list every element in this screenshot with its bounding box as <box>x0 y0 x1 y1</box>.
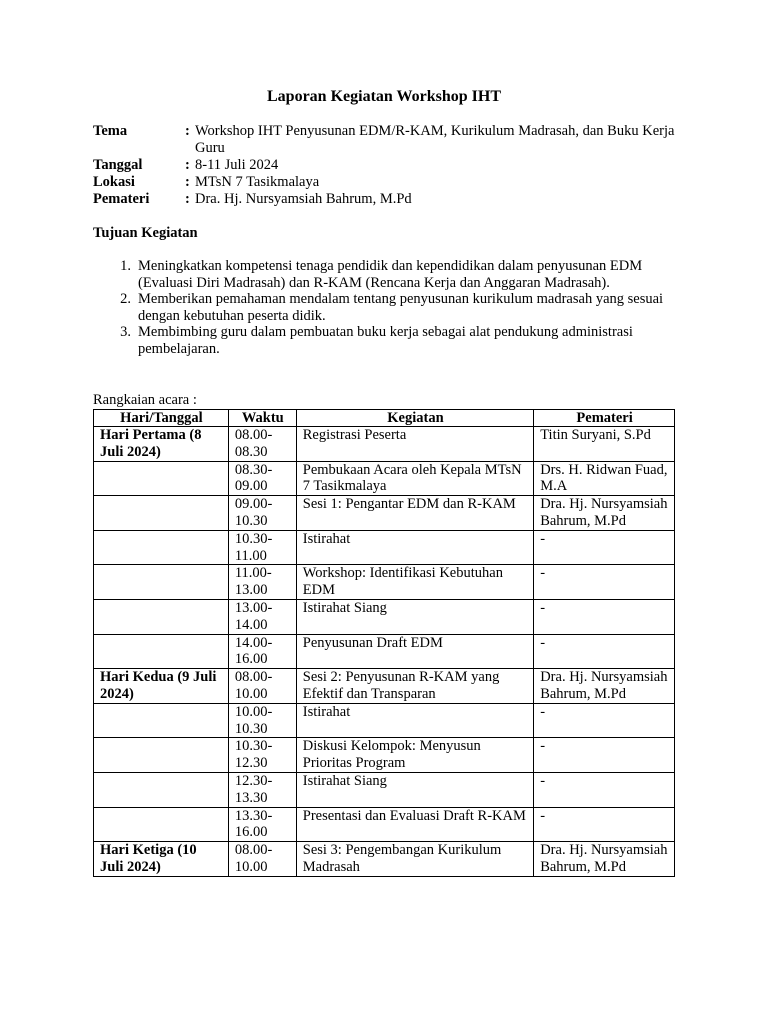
table-row <box>94 461 675 496</box>
table-cell-day <box>94 634 229 669</box>
table-cell-activity: Presentasi dan Evaluasi Draft R-KAM <box>296 807 533 842</box>
table-cell-day <box>94 807 229 842</box>
table-cell-day <box>94 738 229 773</box>
table-cell-activity: Sesi 2: Penyusunan R-KAM yang Efektif dan Transparan <box>296 669 533 704</box>
schedule-label: Rangkaian acara : <box>93 392 197 408</box>
table-cell-speaker: - <box>534 738 675 773</box>
list-number: 1. <box>120 258 131 274</box>
table-cell-day <box>94 461 229 496</box>
report-metadata <box>93 123 683 208</box>
table-cell-speaker: - <box>534 599 675 634</box>
table-cell-time: 08.00-10.00 <box>228 842 296 877</box>
table-cell-speaker: - <box>534 703 675 738</box>
column-header-day: Hari/Tanggal <box>94 410 229 427</box>
table-cell-activity: Penyusunan Draft EDM <box>296 634 533 669</box>
meta-row-pemateri <box>93 191 683 208</box>
table-row <box>94 565 675 600</box>
table-row <box>94 530 675 565</box>
table-cell-time: 10.30-11.00 <box>228 530 296 565</box>
table-cell-speaker: Dra. Hj. Nursyamsiah Bahrum, M.Pd <box>534 669 675 704</box>
table-cell-day <box>94 772 229 807</box>
table-cell-activity: Pembukaan Acara oleh Kepala MTsN 7 Tasikmalaya <box>296 461 533 496</box>
table-row <box>94 496 675 531</box>
table-cell-time: 09.00-10.30 <box>228 496 296 531</box>
meta-row-tema <box>93 123 683 157</box>
meta-colon: : <box>185 191 190 207</box>
list-item <box>93 258 683 291</box>
column-header-activity: Kegiatan <box>296 410 533 427</box>
meta-label: Pemateri <box>93 191 150 207</box>
table-cell-day <box>94 703 229 738</box>
meta-row-tanggal <box>93 157 683 174</box>
table-cell-time: 12.30-13.30 <box>228 772 296 807</box>
table-cell-day <box>94 530 229 565</box>
table-cell-day: Hari Pertama (8 Juli 2024) <box>94 427 229 462</box>
table-cell-day <box>94 599 229 634</box>
meta-label: Tanggal <box>93 157 143 173</box>
table-row <box>94 807 675 842</box>
list-number: 3. <box>120 324 131 340</box>
table-cell-time: 08.00-08.30 <box>228 427 296 462</box>
meta-row-lokasi <box>93 174 683 191</box>
table-cell-speaker: Titin Suryani, S.Pd <box>534 427 675 462</box>
list-text: Membimbing guru dalam pembuatan buku kerja sebagai alat pendukung administrasi pembelajaran. <box>138 324 633 357</box>
table-row <box>94 669 675 704</box>
list-item <box>93 291 683 324</box>
table-cell-activity: Istirahat <box>296 703 533 738</box>
table-cell-time: 10.00-10.30 <box>228 703 296 738</box>
meta-value: 8-11 Juli 2024 <box>195 157 279 173</box>
meta-colon: : <box>185 123 190 139</box>
table-cell-speaker: - <box>534 634 675 669</box>
table-cell-speaker: - <box>534 807 675 842</box>
table-header-row <box>94 410 675 427</box>
table-cell-activity: Sesi 1: Pengantar EDM dan R-KAM <box>296 496 533 531</box>
table-cell-activity: Diskusi Kelompok: Menyusun Prioritas Program <box>296 738 533 773</box>
table-cell-speaker: - <box>534 772 675 807</box>
table-cell-day <box>94 496 229 531</box>
table-row <box>94 738 675 773</box>
table-cell-time: 11.00-13.00 <box>228 565 296 600</box>
meta-colon: : <box>185 174 190 190</box>
report-title: Laporan Kegiatan Workshop IHT <box>267 88 501 105</box>
schedule-table-body <box>94 427 675 877</box>
schedule-table <box>93 409 675 877</box>
table-row <box>94 599 675 634</box>
table-cell-speaker: - <box>534 565 675 600</box>
table-cell-time: 08.30-09.00 <box>228 461 296 496</box>
table-cell-speaker: - <box>534 530 675 565</box>
table-cell-activity: Workshop: Identifikasi Kebutuhan EDM <box>296 565 533 600</box>
table-cell-activity: Istirahat Siang <box>296 599 533 634</box>
meta-value: MTsN 7 Tasikmalaya <box>195 174 320 190</box>
list-item <box>93 324 683 357</box>
meta-value: Dra. Hj. Nursyamsiah Bahrum, M.Pd <box>195 191 412 207</box>
table-cell-day <box>94 565 229 600</box>
table-row <box>94 703 675 738</box>
table-cell-speaker: Drs. H. Ridwan Fuad, M.A <box>534 461 675 496</box>
meta-colon: : <box>185 157 190 173</box>
table-row <box>94 427 675 462</box>
table-row <box>94 634 675 669</box>
list-number: 2. <box>120 291 131 307</box>
table-cell-day: Hari Kedua (9 Juli 2024) <box>94 669 229 704</box>
list-text: Meningkatkan kompetensi tenaga pendidik dan kependidikan dalam penyusunan EDM (Evaluasi Diri Madrasah) dan R-KAM (Rencana Kerja dan Anggaran Madrasah). <box>138 258 643 291</box>
goals-list <box>93 258 683 357</box>
table-cell-activity: Istirahat <box>296 530 533 565</box>
table-cell-time: 13.30-16.00 <box>228 807 296 842</box>
table-cell-speaker: Dra. Hj. Nursyamsiah Bahrum, M.Pd <box>534 496 675 531</box>
column-header-time: Waktu <box>228 410 296 427</box>
table-cell-speaker: Dra. Hj. Nursyamsiah Bahrum, M.Pd <box>534 842 675 877</box>
list-text: Memberikan pemahaman mendalam tentang penyusunan kurikulum madrasah yang sesuai dengan kebutuhan peserta didik. <box>138 291 664 324</box>
table-row <box>94 842 675 877</box>
goals-heading: Tujuan Kegiatan <box>93 225 198 241</box>
table-cell-day: Hari Ketiga (10 Juli 2024) <box>94 842 229 877</box>
table-cell-activity: Registrasi Peserta <box>296 427 533 462</box>
meta-value: Workshop IHT Penyusunan EDM/R-KAM, Kurikulum Madrasah, dan Buku Kerja Guru <box>195 123 675 156</box>
meta-label: Tema <box>93 123 128 139</box>
table-cell-time: 14.00-16.00 <box>228 634 296 669</box>
table-cell-time: 10.30-12.30 <box>228 738 296 773</box>
table-row <box>94 772 675 807</box>
table-cell-activity: Sesi 3: Pengembangan Kurikulum Madrasah <box>296 842 533 877</box>
table-cell-time: 13.00-14.00 <box>228 599 296 634</box>
meta-label: Lokasi <box>93 174 135 190</box>
column-header-speaker: Pemateri <box>534 410 675 427</box>
table-cell-activity: Istirahat Siang <box>296 772 533 807</box>
table-cell-time: 08.00-10.00 <box>228 669 296 704</box>
